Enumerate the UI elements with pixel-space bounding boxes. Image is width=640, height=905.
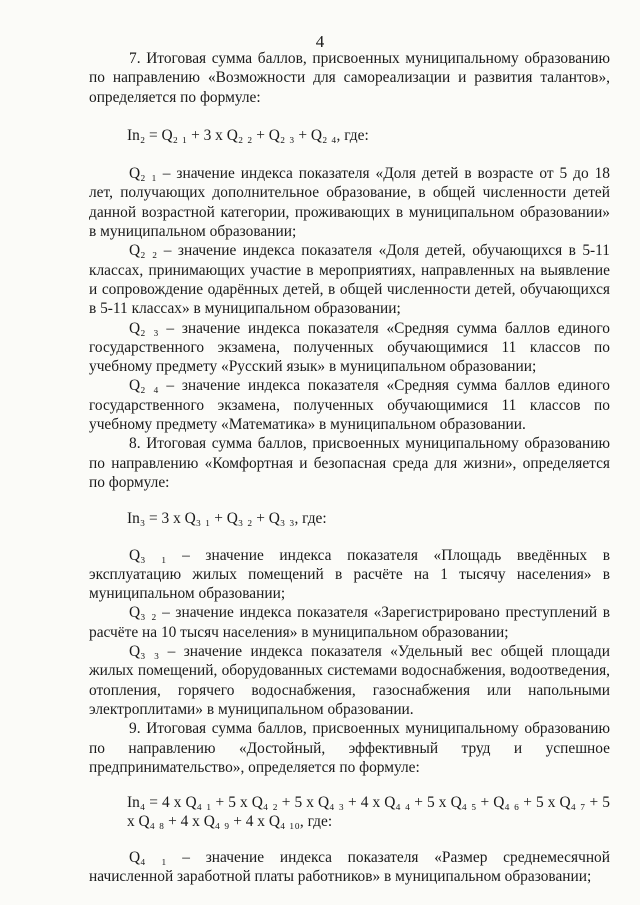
section-7-intro: 7. Итоговая сумма баллов, присвоенных муниципальному образованию по направлению «Возможности для самореализации и развития талантов», определяется по формуле:	[89, 50, 610, 106]
definition-q22: Q₂ ₂ – значение индекса показателя «Доля детей, обучающихся в 5-11 классах, принимающих участие в мероприятиях, направленных на выявление и сопровождение одарённых детей, в общей численности детей, обучающихся в 5-11 классах» в муниципальном образовании;	[89, 242, 610, 318]
definition-q24: Q₂ ₄ – значение индекса показателя «Средняя сумма баллов единого государственного экзамена, полученных обучающимися 11 классов по учебному предмету «Математика» в муниципальном образовании.	[89, 377, 610, 434]
definition-q33: Q₃ ₃ – значение индекса показателя «Удельный вес общей площади жилых помещений, оборудованных системами водоснабжения, водоотведения, отопления, горячего водоснабжения, газоснабжения или напольными электроплитами» в муниципальном образовании.	[89, 643, 610, 718]
document-body	[89, 49, 610, 886]
formula-in4: In₄ = 4 x Q₄ ₁ + 5 x Q₄ ₂ + 5 x Q₄ ₃ + 4 x Q₄ ₄ + 5 x Q₄ ₅ + Q₄ ₆ + 5 x Q₄ ₇ + 5 x Q₄ ₈ + 4 x Q₄ ₉ + 4 x Q₄ ₁₀, где:	[127, 794, 610, 831]
definition-q41: Q₄ ₁ – значение индекса показателя «Размер среднемесячной начисленной заработной платы работников» в муниципальном образовании;	[89, 848, 610, 885]
section-9-intro: 9. Итоговая сумма баллов, присвоенных муниципальному образованию по направлению «Достойный, эффективный труд и успешное предпринимательство», определяется по формуле:	[89, 720, 610, 776]
formula-in2: In₂ = Q₂ ₁ + 3 x Q₂ ₂ + Q₂ ₃ + Q₂ ₄, где:	[127, 126, 369, 144]
definition-q21: Q₂ ₁ – значение индекса показателя «Доля детей в возрасте от 5 до 18 лет, получающих дополнительное образование, в общей численности детей данной возрастной категории, проживающих в муниципальном образовании» в муниципальном образовании;	[89, 165, 610, 241]
definition-q31: Q₃ ₁ – значение индекса показателя «Площадь введённых в эксплуатацию жилых помещений в расчёте на 1 тысячу населения» в муниципальном образовании;	[89, 546, 610, 603]
definition-q32: Q₃ ₂ – значение индекса показателя «Зарегистрировано преступлений в расчёте на 10 тысяч населения» в муниципальном образовании;	[89, 604, 610, 641]
page-number: 4	[315, 32, 325, 51]
definition-q23: Q₂ ₃ – значение индекса показателя «Средняя сумма баллов единого государственного экзамена, полученных обучающимися 11 классов по учебному предмету «Русский язык» в муниципальном образовании;	[89, 319, 610, 376]
formula-in3: In₃ = 3 x Q₃ ₁ + Q₃ ₂ + Q₃ ₃, где:	[127, 510, 327, 528]
section-8-intro: 8. Итоговая сумма баллов, присвоенных муниципальному образованию по направлению «Комфортная и безопасная среда для жизни», определяется по формуле:	[89, 435, 610, 491]
